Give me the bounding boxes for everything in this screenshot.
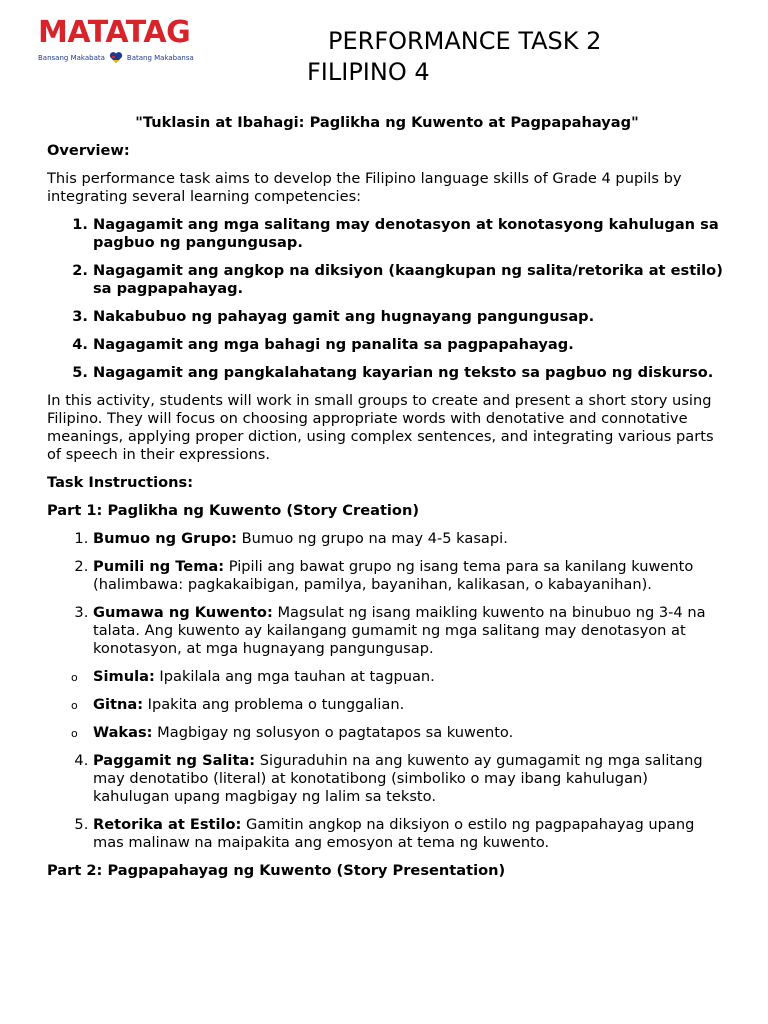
- competency-item: 1. Nagagamit ang mga salitang may denotasyon at konotasyong kahulugan sa pagbuo ng pangungusap.: [93, 216, 727, 252]
- step-item: [93, 816, 727, 852]
- circle-bullet-icon: o: [71, 699, 78, 712]
- overview-heading: Overview:: [47, 142, 130, 159]
- logo-tagline: [38, 51, 194, 64]
- step-label: Gumawa ng Kuwento:: [93, 604, 273, 621]
- subpoint-label: Simula:: [93, 668, 155, 685]
- circle-bullet-icon: o: [71, 727, 78, 740]
- subpoint-text: Ipakilala ang mga tauhan at tagpuan.: [154, 668, 435, 685]
- header-title: PERFORMANCE TASK 2: [328, 27, 602, 55]
- subpoint-label: Gitna:: [93, 696, 144, 713]
- subpoint-text: Ipakita ang problema o tunggalian.: [143, 696, 405, 713]
- part2-heading: Part 2: Pagpapahayag ng Kuwento (Story Presentation): [47, 862, 506, 879]
- document-body: [47, 114, 727, 890]
- subpoint-item: [71, 696, 727, 714]
- story-structure-list: [47, 668, 727, 742]
- step-list-continued: [47, 752, 727, 852]
- header-subject: FILIPINO 4: [307, 58, 430, 86]
- step-text: Pipili ang bawat grupo ng isang tema para sa kanilang kuwento (halimbawa: pagkakaibigan, pamilya, bayanihan, kalikasan, o kabayanihan).: [93, 558, 694, 593]
- step-text: Siguraduhin na ang kuwento ay gumagamit ng mga salitang may denotatibo (literal) at konotatibong (simboliko o may ibang kahulugan) kahulugan upang magbigay ng lalim sa teksto.: [93, 752, 703, 805]
- competency-item: 4. Nagagamit ang mga bahagi ng panalita sa pagpapahayag.: [93, 336, 727, 354]
- overview-intro: This performance task aims to develop the Filipino language skills of Grade 4 pupils by integrating several learning competencies:: [47, 170, 682, 205]
- step-item: [93, 530, 727, 548]
- competency-item: 2. Nagagamit ang angkop na diksiyon (kaangkupan ng salita/retorika at estilo) sa pagpapahayag.: [93, 262, 727, 298]
- step-label: Retorika at Estilo:: [93, 816, 242, 833]
- logo-right-tag: Batang Makabansa: [126, 53, 194, 62]
- competency-item: 3. Nakabubuo ng pahayag gamit ang hugnayang pangungusap.: [93, 308, 727, 326]
- logo-left-tag: Bansang Makabata: [38, 53, 105, 62]
- part1-heading: Part 1: Paglikha ng Kuwento (Story Creation): [47, 502, 420, 519]
- step-text: Gamitin angkop na diksiyon o estilo ng pagpapahayag upang mas malinaw na maipakita ang emosyon at tema ng kuwento.: [93, 816, 695, 851]
- step-item: [93, 604, 727, 658]
- competency-item: 5. Nagagamit ang pangkalahatang kayarian ng teksto sa pagbuo ng diskurso.: [93, 364, 727, 382]
- step-label: Paggamit ng Salita:: [93, 752, 256, 769]
- matatag-logo: [38, 15, 194, 68]
- circle-bullet-icon: o: [71, 671, 78, 684]
- task-heading: Task Instructions:: [47, 474, 194, 491]
- heart-icon: [109, 51, 123, 64]
- subpoint-item: [71, 724, 727, 742]
- step-label: Bumuo ng Grupo:: [93, 530, 238, 547]
- step-item: [93, 558, 727, 594]
- step-text: Magsulat ng isang maikling kuwento na binubuo ng 3-4 na talata. Ang kuwento ay kailangang gumamit ng mga salitang may denotasyon at konotasyon, at mga hugnayang pangungusap.: [93, 604, 706, 657]
- subpoint-item: [71, 668, 727, 686]
- document-title: "Tuklasin at Ibahagi: Paglikha ng Kuwento at Pagpapahayag": [135, 114, 639, 131]
- subpoint-label: Wakas:: [93, 724, 153, 741]
- step-label: Pumili ng Tema:: [93, 558, 225, 575]
- competency-list: [47, 216, 727, 382]
- step-text: Bumuo ng grupo na may 4-5 kasapi.: [237, 530, 508, 547]
- step-list: [47, 530, 727, 658]
- subpoint-text: Magbigay ng solusyon o pagtatapos sa kuwento.: [152, 724, 514, 741]
- logo-wordmark: MATATAG: [38, 15, 191, 50]
- step-item: [93, 752, 727, 806]
- activity-description: In this activity, students will work in small groups to create and present a short story using Filipino. They will focus on choosing appropriate words with denotative and connotative meanings, applying proper diction, using complex sentences, and integrating various parts of speech in their expressions.: [47, 392, 714, 463]
